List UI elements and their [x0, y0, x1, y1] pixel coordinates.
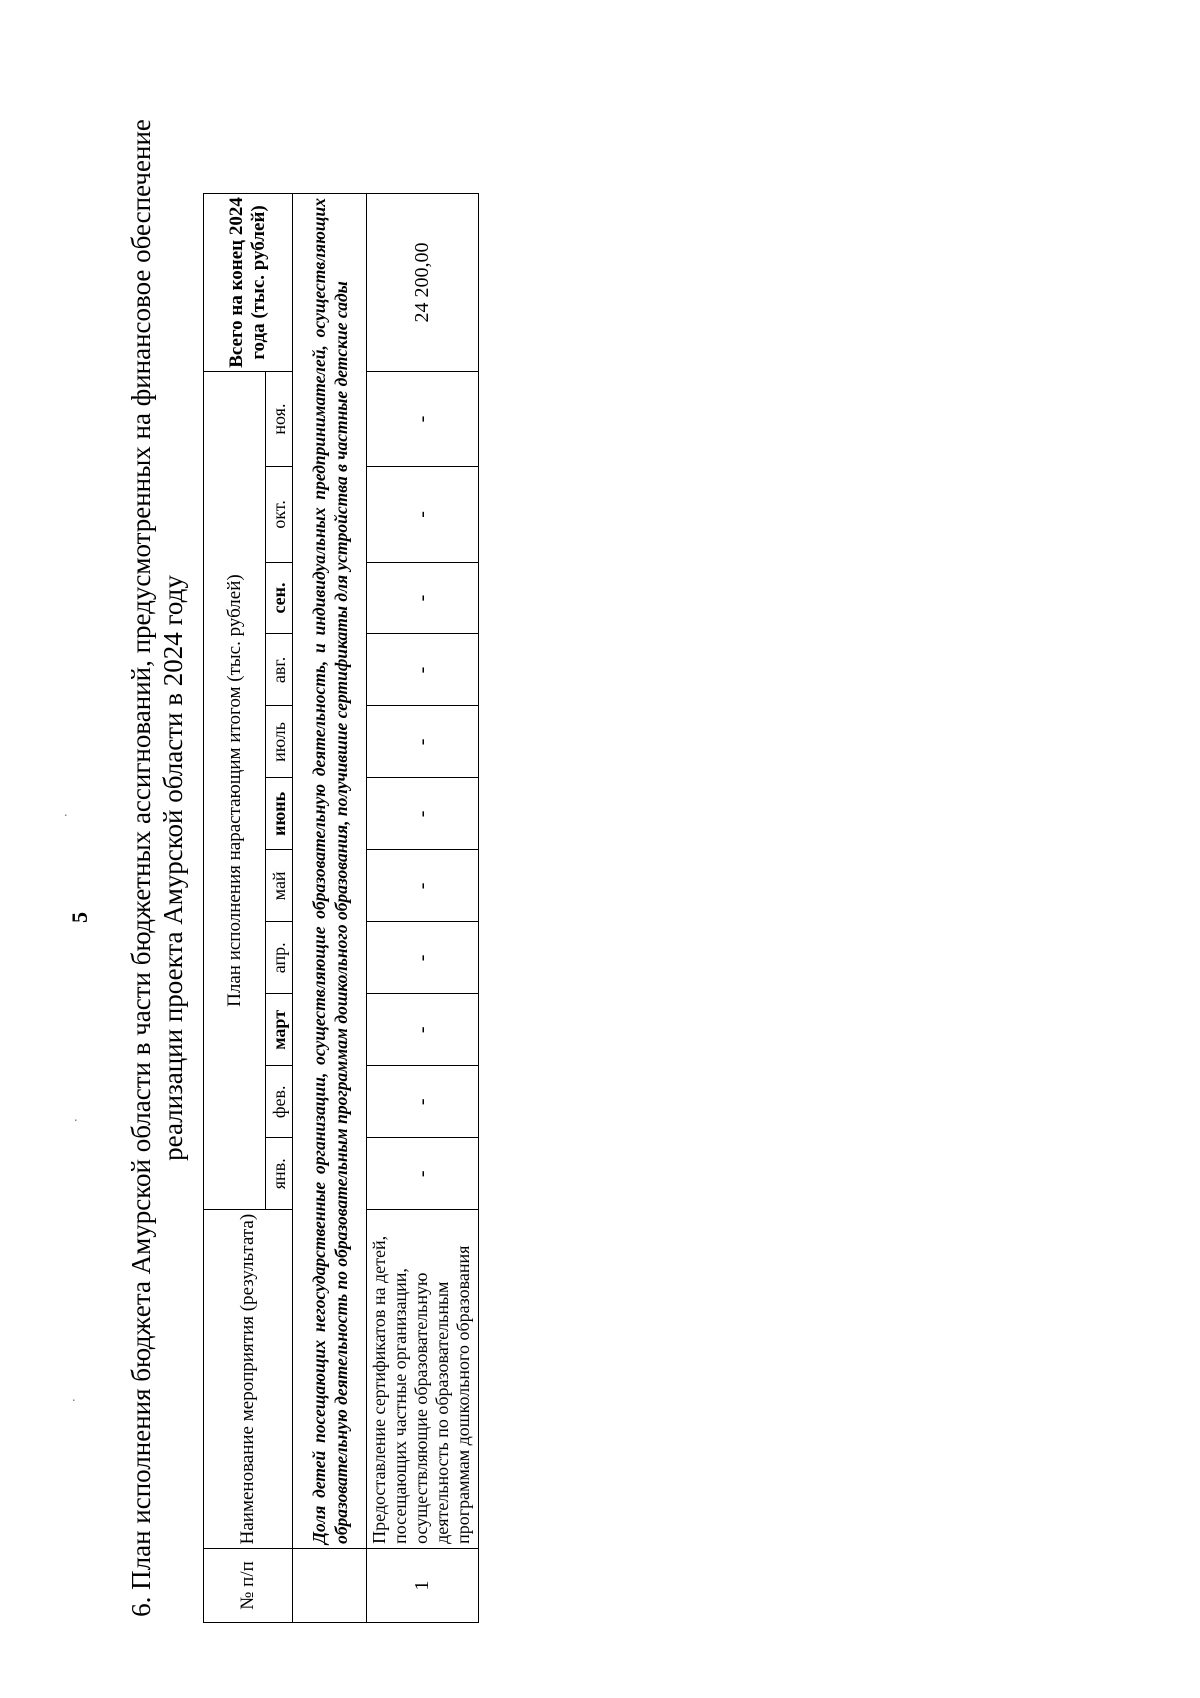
- header-plan: План исполнения нарастающим итогом (тыс. рублей): [204, 371, 266, 1209]
- month-aug: авг.: [266, 634, 293, 706]
- row-value-nov: -: [367, 371, 479, 466]
- row-value-sep: -: [367, 562, 479, 634]
- row-value-jul: -: [367, 706, 479, 778]
- month-mar: март: [266, 994, 293, 1066]
- month-apr: апр.: [266, 922, 293, 994]
- goal-row-num: [293, 1548, 367, 1622]
- month-may: май: [266, 850, 293, 922]
- goal-text: Доля детей посещающих негосударственные организации, осуществляющие образовательную деятельность, и индивидуальных предпринимателей, осуществляющих образовательную деятельность по образовательным программам дошкольного образования, получившие сертификаты для устройства в частные детские сады: [293, 194, 367, 1549]
- row-value-jan: -: [367, 1138, 479, 1210]
- row-value-aug: -: [367, 634, 479, 706]
- row-value-feb: -: [367, 1066, 479, 1138]
- scan-speck: .: [64, 805, 68, 820]
- heading: [125, 108, 189, 1628]
- row-value-may: -: [367, 850, 479, 922]
- heading-line-1: 6. План исполнения бюджета Амурской области в части бюджетных ассигнований, предусмотренных на финансовое обеспечение: [126, 119, 156, 1617]
- scan-speck: .: [74, 1110, 78, 1125]
- header-name: Наименование мероприятия (результата): [204, 1210, 293, 1549]
- header-total: Всего на конец 2024 года (тыс. рублей): [204, 194, 293, 372]
- heading-line-2: реализации проекта Амурской области в 2024 году: [158, 575, 188, 1161]
- month-jan: янв.: [266, 1138, 293, 1210]
- row-value-mar: -: [367, 994, 479, 1066]
- month-jul: июль: [266, 706, 293, 778]
- row-num: 1: [367, 1548, 479, 1622]
- month-jun: июнь: [266, 778, 293, 850]
- row-total: 24 200,00: [367, 194, 479, 372]
- month-feb: фев.: [266, 1066, 293, 1138]
- row-value-oct: -: [367, 467, 479, 562]
- month-nov: ноя.: [266, 371, 293, 466]
- rotated-page: [67, 68, 585, 1628]
- row-value-jun: -: [367, 778, 479, 850]
- row-name: Предоставление сертификатов на детей, посещающих частные организации, осуществляющие образовательную деятельность по образовательным программам дошкольного образования: [367, 1210, 479, 1549]
- plan-table: [203, 193, 479, 1623]
- row-value-apr: -: [367, 922, 479, 994]
- header-num: № п/п: [204, 1548, 293, 1622]
- month-sep: сен.: [266, 562, 293, 634]
- page-number: 5: [67, 912, 92, 923]
- month-oct: окт.: [266, 467, 293, 562]
- scan-speck: .: [72, 1390, 76, 1405]
